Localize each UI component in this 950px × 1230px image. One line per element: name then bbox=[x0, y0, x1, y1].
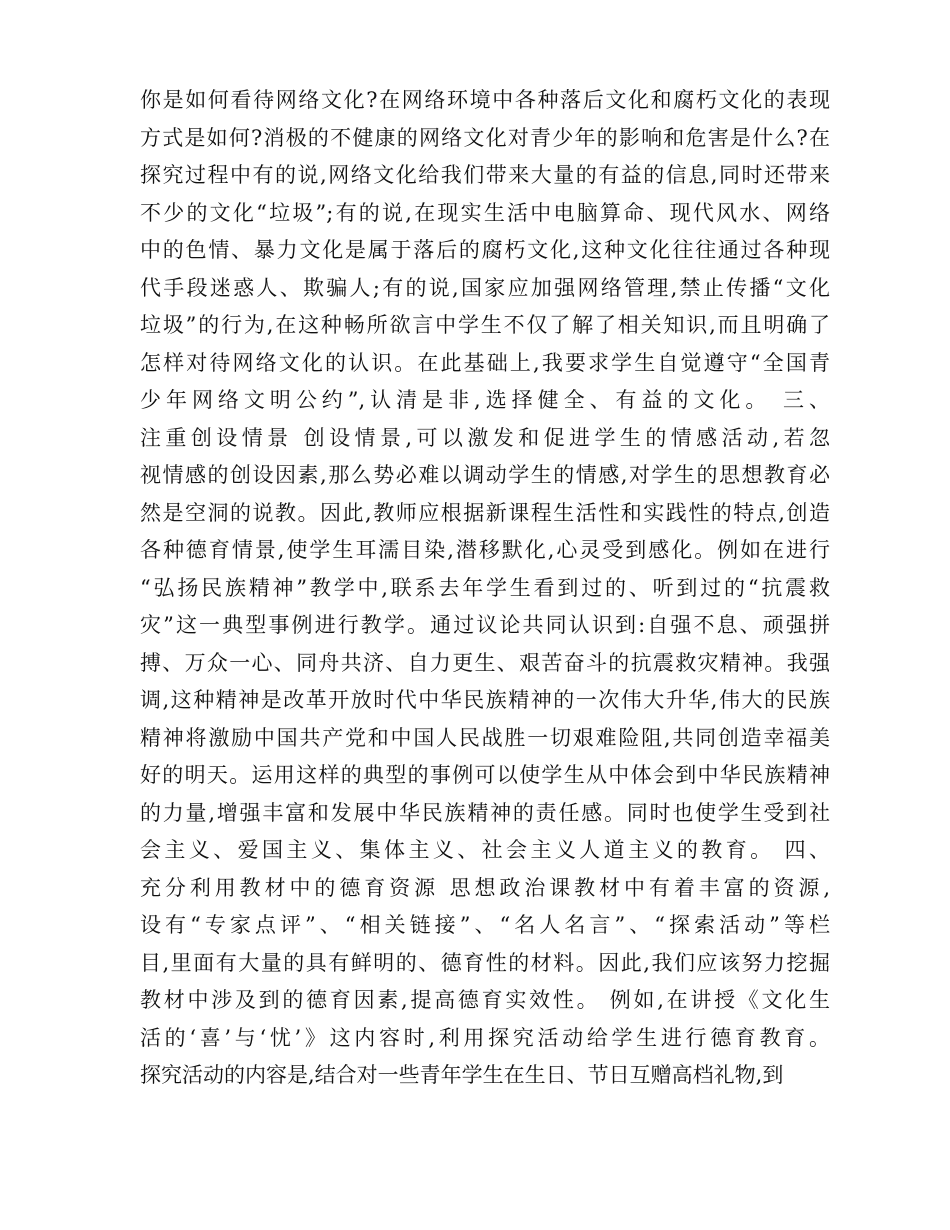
text-line: 不少的文化“垃圾”;有的说,在现实生活中电脑算命、现代风水、网络 bbox=[140, 200, 830, 225]
text-line: 视情感的创设因素,那么势必难以调动学生的情感,对学生的思想教育必 bbox=[140, 463, 830, 487]
text-line: 好的明天。运用这样的典型的事例可以使学生从中体会到中华民族精神 bbox=[140, 763, 830, 787]
text-line: 代手段迷惑人、欺骗人;有的说,国家应加强网络管理,禁止传播“文化 bbox=[140, 275, 830, 300]
text-line: “弘扬民族精神”教学中,联系去年学生看到过的、听到过的“抗震救 bbox=[140, 575, 830, 600]
text-line: 会主义、爱国主义、集体主义、社会主义人道主义的教育。 四、 bbox=[140, 838, 830, 862]
text-line: 探究过程中有的说,网络文化给我们带来大量的有益的信息,同时还带来 bbox=[140, 163, 830, 187]
text-line: 中的色情、暴力文化是属于落后的腐朽文化,这种文化往往通过各种现 bbox=[140, 238, 830, 262]
text-line: 注重创设情景 创设情景,可以激发和促进学生的情感活动,若忽 bbox=[140, 425, 830, 450]
text-line: 然是空洞的说教。因此,教师应根据新课程生活性和实践性的特点,创造 bbox=[140, 500, 830, 525]
text-line: 你是如何看待网络文化?在网络环境中各种落后文化和腐朽文化的表现 bbox=[140, 88, 830, 112]
text-line: 目,里面有大量的具有鲜明的、德育性的材料。因此,我们应该努力挖掘 bbox=[140, 950, 830, 975]
text-line: 设有“专家点评”、“相关链接”、“名人名言”、“探索活动”等栏 bbox=[140, 913, 830, 937]
text-line: 各种德育情景,使学生耳濡目染,潜移默化,心灵受到感化。例如在进行 bbox=[140, 538, 830, 562]
text-line: 精神将激励中国共产党和中国人民战胜一切艰难险阻,共同创造幸福美 bbox=[140, 725, 830, 750]
body-text bbox=[140, 82, 830, 1095]
text-line: 灾”这一典型事例进行教学。通过议论共同认识到:自强不息、顽强拼 bbox=[140, 613, 830, 637]
text-line: 的力量,增强丰富和发展中华民族精神的责任感。同时也使学生受到社 bbox=[140, 800, 830, 825]
text-line: 探究活动的内容是,结合对一些青年学生在生日、节日互赠高档礼物,到 bbox=[140, 1063, 784, 1087]
text-line: 少年网络文明公约”,认清是非,选择健全、有益的文化。 三、 bbox=[140, 388, 830, 412]
text-line: 方式是如何?消极的不健康的网络文化对青少年的影响和危害是什么?在 bbox=[140, 125, 830, 150]
text-line: 搏、万众一心、同舟共济、自力更生、艰苦奋斗的抗震救灾精神。我强 bbox=[140, 650, 830, 675]
text-line: 怎样对待网络文化的认识。在此基础上,我要求学生自觉遵守“全国青 bbox=[140, 350, 830, 375]
text-line: 充分利用教材中的德育资源 思想政治课教材中有着丰富的资源, bbox=[140, 875, 830, 900]
text-line: 调,这种精神是改革开放时代中华民族精神的一次伟大升华,伟大的民族 bbox=[140, 688, 830, 712]
text-line: 垃圾”的行为,在这种畅所欲言中学生不仅了解了相关知识,而且明确了 bbox=[140, 313, 830, 337]
text-line: 教材中涉及到的德育因素,提高德育实效性。 例如,在讲授《文化生 bbox=[140, 988, 830, 1012]
text-line: 活的‘喜’与‘忧’》这内容时,利用探究活动给学生进行德育教育。 bbox=[140, 1025, 830, 1050]
